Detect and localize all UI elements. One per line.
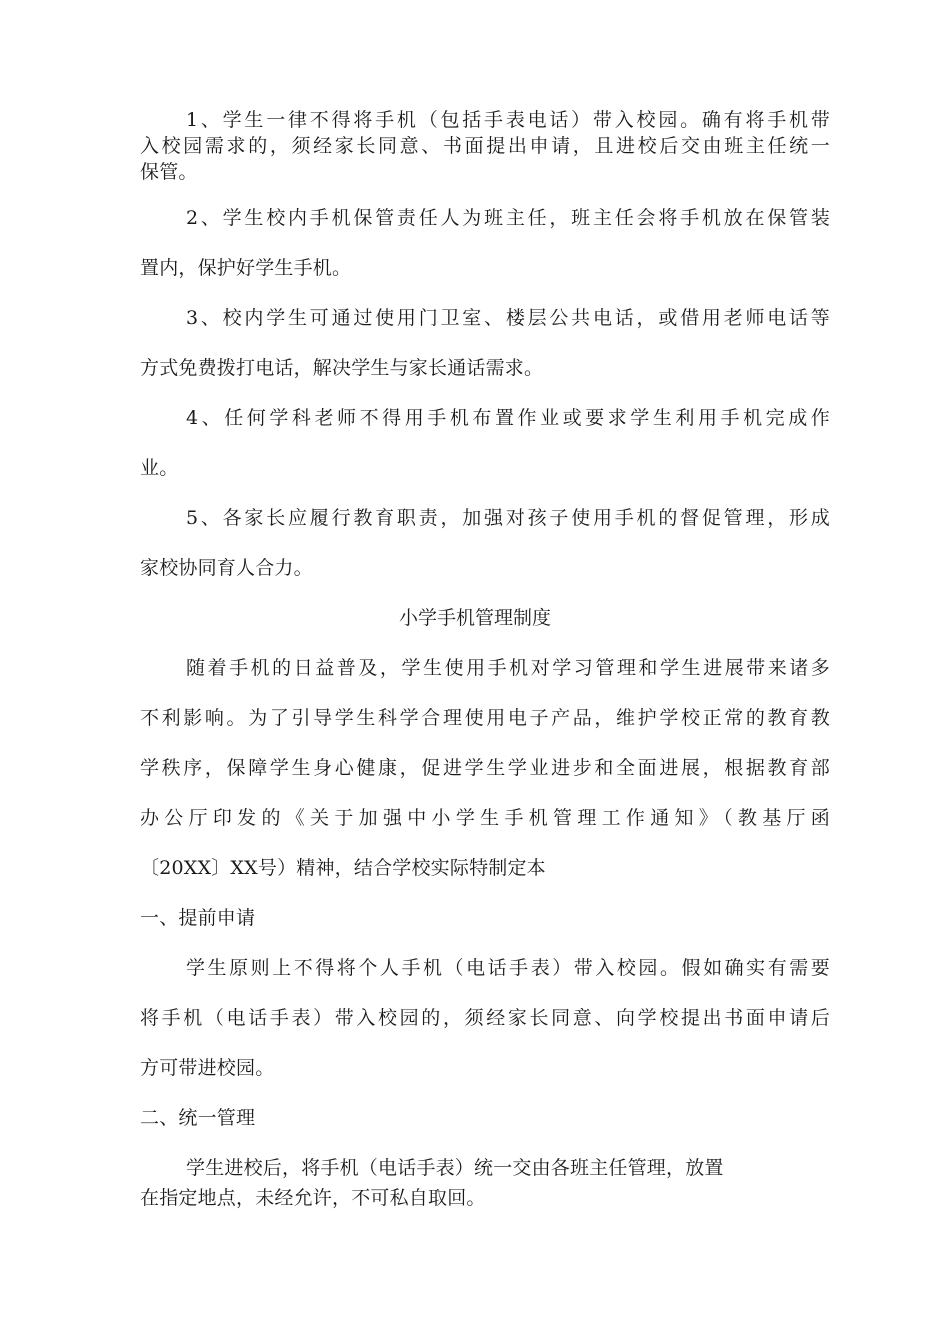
section-title: 小学手机管理制度 (398, 607, 551, 629)
text-line: 5、各家长应履行教育职责，加强对孩子使用手机的督促管理，形成 (186, 507, 830, 529)
text-line: 家校协同育人合力。 (140, 557, 313, 579)
text-line: 将手机（电话手表）带入校园的，须经家长同意、向学校提出书面申请后 (140, 1007, 830, 1029)
text-line: 在指定地点，未经允许，不可私自取回。 (140, 1187, 486, 1209)
text-line: 保管。 (140, 161, 198, 183)
section-heading: 二、统一管理 (140, 1107, 256, 1129)
text-line: 〔20XX〕XX号）精神，结合学校实际特制定本 (140, 857, 546, 879)
text-line: 置内，保护好学生手机。 (140, 257, 352, 279)
text-line: 学秩序，保障学生身心健康，促进学生学业进步和全面进展，根据教育部 (140, 757, 830, 779)
section-heading: 一、提前申请 (140, 907, 256, 929)
text-line: 2、学生校内手机保管责任人为班主任，班主任会将手机放在保管装 (186, 207, 830, 229)
text-line: 方式免费拨打电话，解决学生与家长通话需求。 (140, 357, 544, 379)
text-line: 不利影响。为了引导学生科学合理使用电子产品，维护学校正常的教育教 (140, 707, 830, 729)
text-line: 4、任何学科老师不得用手机布置作业或要求学生利用手机完成作 (186, 407, 830, 429)
text-line: 1、学生一律不得将手机（包括手表电话）带入校园。确有将手机带 (186, 109, 830, 131)
text-line: 入校园需求的，须经家长同意、书面提出申请，且进校后交由班主任统一 (140, 135, 830, 157)
text-line: 方可带进校园。 (140, 1057, 275, 1079)
text-line: 办公厅印发的《关于加强中小学生手机管理工作通知》（教基厅函 (140, 807, 830, 829)
text-line: 学生原则上不得将个人手机（电话手表）带入校园。假如确实有需要 (186, 957, 830, 979)
text-line: 业。 (140, 457, 179, 479)
text-line: 学生进校后，将手机（电话手表）统一交由各班主任管理，放置 (186, 1157, 724, 1179)
text-line: 3、校内学生可通过使用门卫室、楼层公共电话，或借用老师电话等 (186, 307, 830, 329)
text-line: 随着手机的日益普及，学生使用手机对学习管理和学生进展带来诸多 (186, 657, 830, 679)
